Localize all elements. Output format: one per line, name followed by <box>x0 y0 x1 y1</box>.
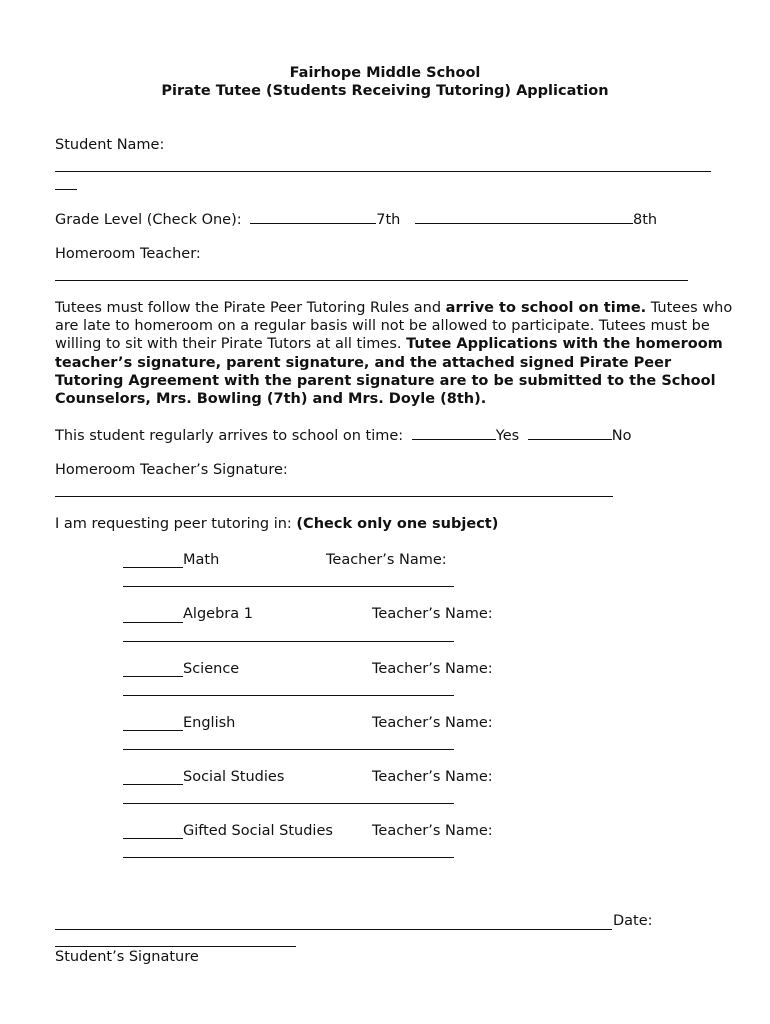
homeroom-signature-field[interactable] <box>55 496 613 497</box>
grade-7-checkbox[interactable] <box>250 209 376 224</box>
english-teacher-field[interactable] <box>123 749 454 750</box>
homeroom-signature-label: Homeroom Teacher’s Signature: <box>55 462 288 478</box>
subject-label-social-studies: Social Studies <box>183 769 285 785</box>
arrival-question: This student regularly arrives to school on time: <box>55 428 404 444</box>
student-signature-label: Student’s Signature <box>55 949 199 965</box>
rules-bold-2: Tutee Applications with the homeroom teacher’s signature, parent signature, and the attached signed Pirate Peer Tutoring Agreement with the parent signature are to be submitted to the School Counselors, Mrs. Bowling (7th) and Mrs. Doyle (8th). <box>55 336 723 408</box>
grade-7-label: 7th <box>376 212 401 228</box>
grade-level-row <box>55 209 657 229</box>
social-studies-teacher-field[interactable] <box>123 803 454 804</box>
english-checkbox[interactable] <box>123 730 183 731</box>
subject-label-english: English <box>183 715 236 731</box>
math-checkbox[interactable] <box>123 567 183 568</box>
rules-paragraph <box>55 299 735 408</box>
rules-text-2: Tutees who are late to homeroom on a regular basis will not be allowed to participate. Tutees must be willing to sit with their Pirate Tutors at all times. <box>55 300 733 353</box>
tutoring-prompt <box>55 515 498 533</box>
algebra-teacher-field[interactable] <box>123 641 454 642</box>
arrival-row <box>55 425 632 445</box>
student-name-label: Student Name: <box>55 137 165 153</box>
science-checkbox[interactable] <box>123 676 183 677</box>
science-teacher-label: Teacher’s Name: <box>372 661 493 677</box>
student-name-field-continuation[interactable] <box>55 189 77 190</box>
subject-label-math: Math <box>183 552 220 568</box>
grade-level-label: Grade Level (Check One): <box>55 212 242 228</box>
form-title: Pirate Tutee (Students Receiving Tutoring) Application <box>161 83 609 99</box>
gifted-social-studies-teacher-label: Teacher’s Name: <box>372 823 493 839</box>
arrival-yes-label: Yes <box>495 428 520 444</box>
subject-label-science: Science <box>183 661 240 677</box>
homeroom-teacher-field[interactable] <box>55 280 688 281</box>
english-teacher-label: Teacher’s Name: <box>372 715 493 731</box>
subject-label-algebra: Algebra 1 <box>183 606 253 622</box>
tutoring-prompt-text: I am requesting peer tutoring in: <box>55 516 297 532</box>
signature-underline <box>55 946 296 947</box>
math-teacher-label: Teacher’s Name: <box>326 552 447 568</box>
rules-text-1: Tutees must follow the Pirate Peer Tutoring Rules and <box>55 300 446 316</box>
tutoring-prompt-bold: (Check only one subject) <box>296 516 499 532</box>
grade-8-label: 8th <box>632 212 658 228</box>
arrival-no-checkbox[interactable] <box>528 425 612 440</box>
algebra-checkbox[interactable] <box>123 622 183 623</box>
school-name: Fairhope Middle School <box>289 65 481 81</box>
grade-8-checkbox[interactable] <box>415 209 633 224</box>
social-studies-checkbox[interactable] <box>123 784 183 785</box>
student-name-field[interactable] <box>55 171 711 172</box>
subject-label-gifted-social-studies: Gifted Social Studies <box>183 823 333 839</box>
math-teacher-field[interactable] <box>123 586 454 587</box>
gifted-social-studies-teacher-field[interactable] <box>123 857 454 858</box>
science-teacher-field[interactable] <box>123 695 454 696</box>
algebra-teacher-label: Teacher’s Name: <box>372 606 493 622</box>
homeroom-teacher-label: Homeroom Teacher: <box>55 246 201 262</box>
arrival-yes-checkbox[interactable] <box>412 425 496 440</box>
rules-bold-1: arrive to school on time. <box>445 300 647 316</box>
arrival-no-label: No <box>611 428 632 444</box>
date-label: Date: <box>613 913 653 929</box>
gifted-social-studies-checkbox[interactable] <box>123 838 183 839</box>
student-signature-field[interactable] <box>55 929 612 930</box>
social-studies-teacher-label: Teacher’s Name: <box>372 769 493 785</box>
